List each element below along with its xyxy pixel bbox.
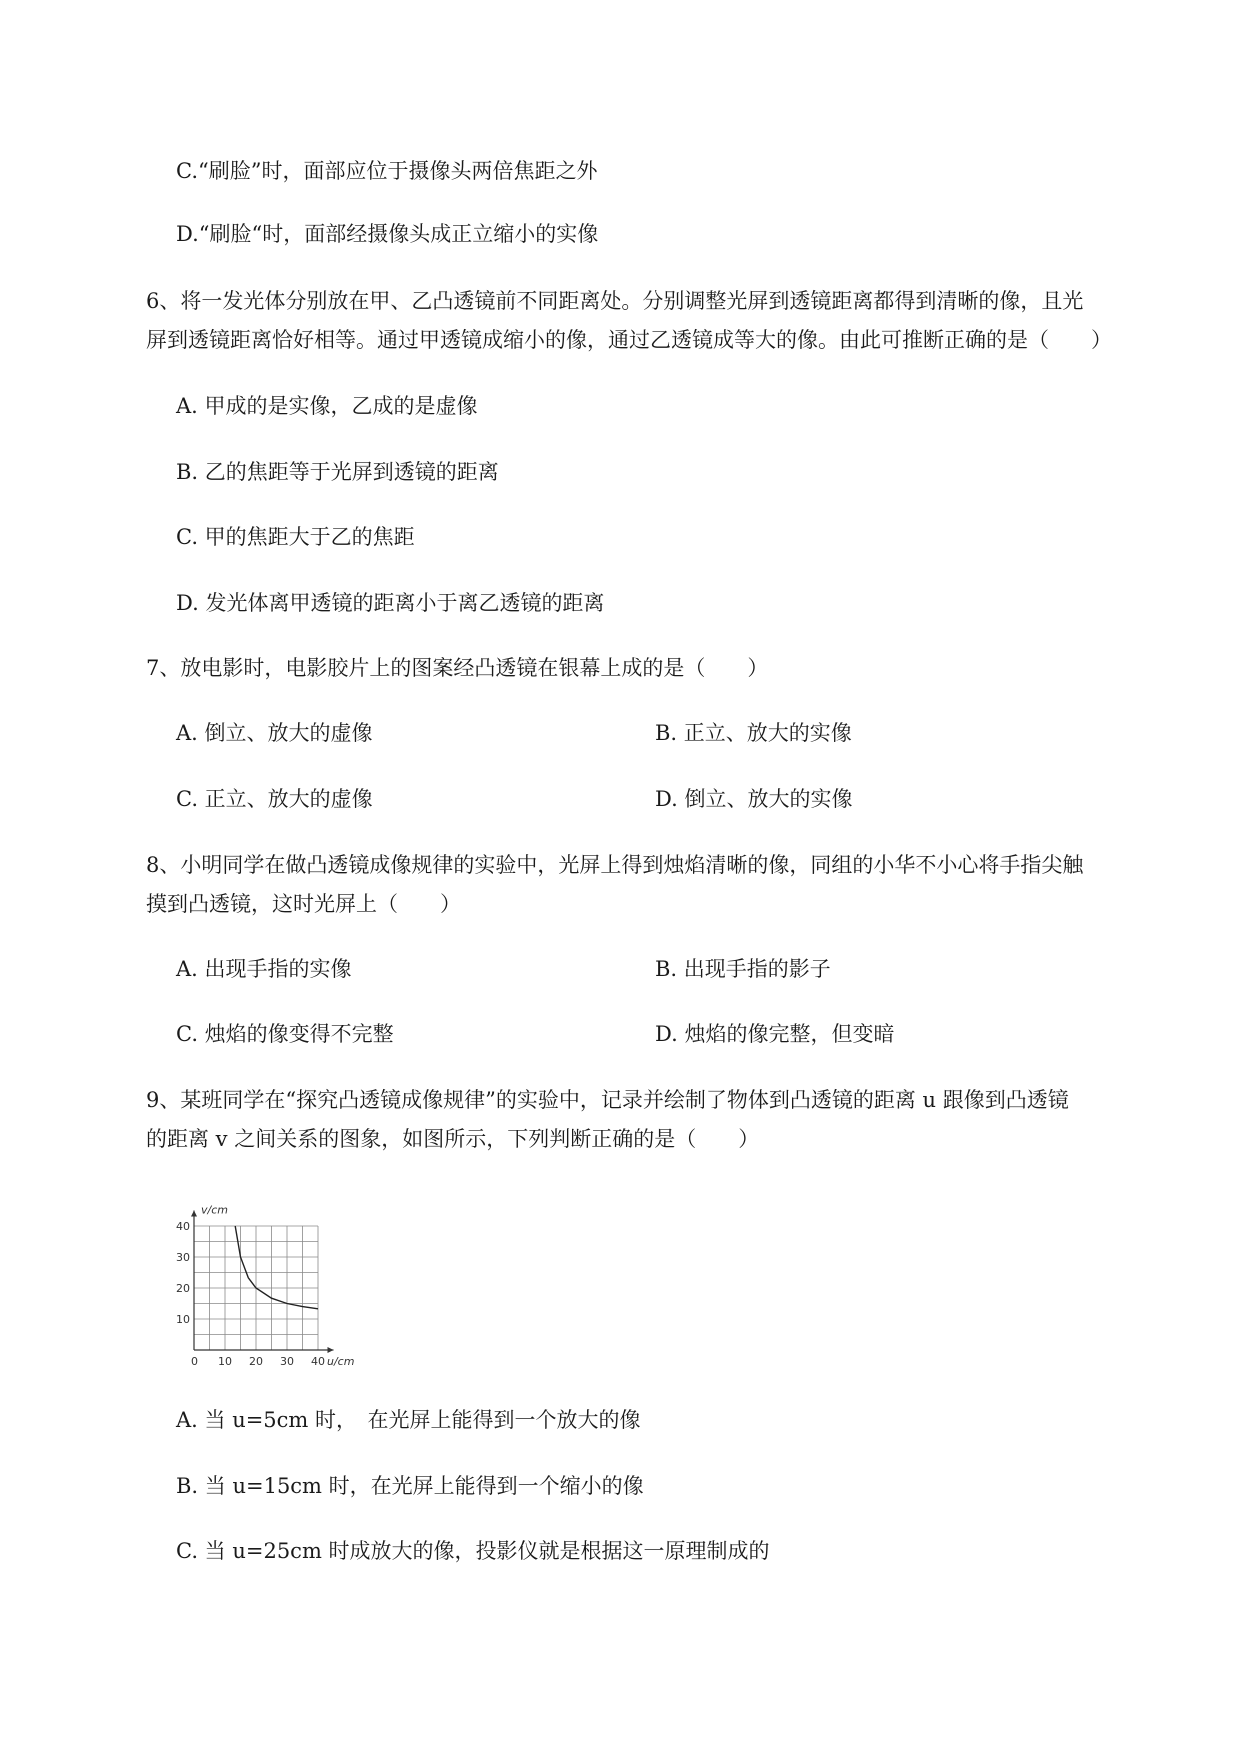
q6-option-b: B. 乙的焦距等于光屏到透镜的距离 bbox=[176, 460, 499, 484]
q8-option-d: D. 烛焰的像完整，但变暗 bbox=[655, 1022, 895, 1046]
u-v-graph bbox=[170, 1190, 370, 1375]
x-tick-label: 10 bbox=[218, 1355, 232, 1368]
chart-curve bbox=[235, 1226, 318, 1309]
y-tick-label: 20 bbox=[176, 1282, 190, 1295]
q9-stem-line1: 9、某班同学在“探究凸透镜成像规律”的实验中，记录并绘制了物体到凸透镜的距离 u 跟像到凸透镜 bbox=[146, 1088, 1069, 1112]
y-axis-label: v/cm bbox=[201, 1203, 228, 1217]
x-tick-label: 30 bbox=[280, 1355, 294, 1368]
q5-option-c: C.“刷脸”时，面部应位于摄像头两倍焦距之外 bbox=[176, 159, 598, 183]
y-axis-arrow bbox=[191, 1211, 197, 1217]
y-tick-label: 40 bbox=[176, 1220, 190, 1233]
q7-option-c: C. 正立、放大的虚像 bbox=[176, 787, 373, 811]
q6-option-d: D. 发光体离甲透镜的距离小于离乙透镜的距离 bbox=[176, 591, 605, 615]
q9-option-c: C. 当 u=25cm 时成放大的像，投影仪就是根据这一原理制成的 bbox=[176, 1539, 770, 1563]
u-v-curve bbox=[235, 1226, 318, 1309]
q8-option-a: A. 出现手指的实像 bbox=[176, 957, 352, 981]
q7-option-d: D. 倒立、放大的实像 bbox=[655, 787, 853, 811]
q9-option-a: A. 当 u=5cm 时， 在光屏上能得到一个放大的像 bbox=[176, 1408, 641, 1432]
chart-axes bbox=[191, 1211, 334, 1354]
q6-option-c: C. 甲的焦距大于乙的焦距 bbox=[176, 525, 415, 549]
q8-stem-line2: 摸到凸透镜，这时光屏上（ ） bbox=[146, 892, 461, 916]
q9-option-b: B. 当 u=15cm 时，在光屏上能得到一个缩小的像 bbox=[176, 1474, 644, 1498]
q6-option-a: A. 甲成的是实像，乙成的是虚像 bbox=[176, 394, 478, 418]
y-tick-label: 10 bbox=[176, 1313, 190, 1326]
x-axis-arrow bbox=[328, 1347, 334, 1353]
q8-stem-line1: 8、小明同学在做凸透镜成像规律的实验中，光屏上得到烛焰清晰的像，同组的小华不小心将手指尖触 bbox=[146, 853, 1084, 877]
x-tick-label: 20 bbox=[249, 1355, 263, 1368]
x-tick-label: 0 bbox=[191, 1355, 198, 1368]
q9-stem-line2: 的距离 v 之间关系的图象，如图所示，下列判断正确的是（ ） bbox=[146, 1127, 760, 1151]
q6-stem-line2: 屏到透镜距离恰好相等。通过甲透镜成缩小的像，通过乙透镜成等大的像。由此可推断正确的是（ ） bbox=[146, 328, 1112, 352]
y-tick-label: 30 bbox=[176, 1251, 190, 1264]
q8-option-b: B. 出现手指的影子 bbox=[655, 957, 831, 981]
q8-option-c: C. 烛焰的像变得不完整 bbox=[176, 1022, 394, 1046]
q6-stem-line1: 6、将一发光体分别放在甲、乙凸透镜前不同距离处。分别调整光屏到透镜距离都得到清晰的像，且光 bbox=[146, 289, 1084, 313]
q7-option-a: A. 倒立、放大的虚像 bbox=[176, 721, 373, 745]
q7-stem: 7、放电影时，电影胶片上的图案经凸透镜在银幕上成的是（ ） bbox=[146, 656, 769, 680]
x-axis-label: u/cm bbox=[327, 1355, 355, 1368]
q5-option-d: D.“刷脸“时，面部经摄像头成正立缩小的实像 bbox=[176, 222, 599, 246]
chart-labels bbox=[176, 1204, 354, 1369]
q7-option-b: B. 正立、放大的实像 bbox=[655, 721, 852, 745]
x-tick-label: 40 bbox=[311, 1355, 325, 1368]
